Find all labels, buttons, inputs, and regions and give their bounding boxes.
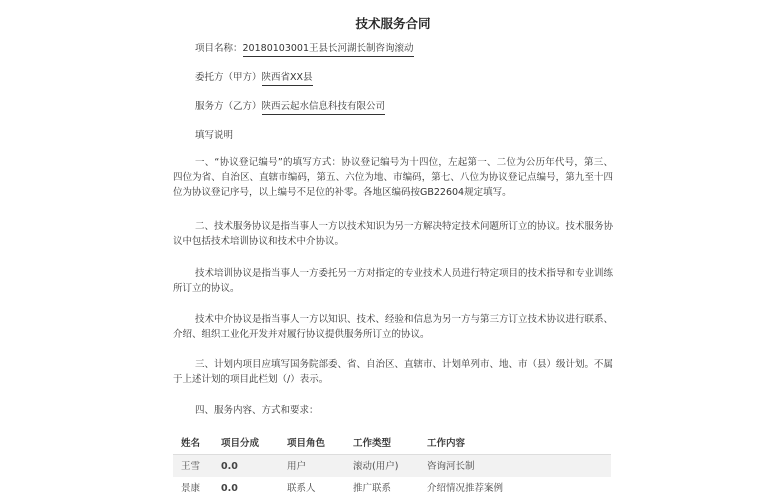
cell-role: 用户	[279, 455, 345, 478]
column-header-role: 项目角色	[279, 432, 345, 455]
cell-name: 王雪	[173, 455, 213, 478]
column-header-name: 姓名	[173, 432, 213, 455]
column-header-work-content: 工作内容	[419, 432, 611, 455]
service-party-field	[195, 99, 385, 114]
cell-work-content: 介绍情况推荐案例	[427, 482, 504, 494]
cell-work-type: 推广联系	[353, 482, 392, 494]
paragraph-service-agreement: 二、技术服务协议是指当事人一方以技术知识为另一方解决特定技术问题所订立的协议。技术服务协议中包括技术培训协议和技术中介协议。	[173, 221, 614, 247]
service-table	[173, 432, 611, 499]
cell-share: 0.0	[221, 482, 238, 494]
cell-work-type: 滚动(用户)	[345, 455, 419, 478]
paragraph-planned-projects: 三、计划内项目应填写国务院部委、省、自治区、直辖市、计划单列市、地、市（县）级计划。不属于上述计划的项目此栏划（/）表示。	[173, 359, 614, 385]
client-party-label: 委托方（甲方）	[195, 72, 262, 83]
service-party-value: 陕西云起水信息科技有限公司	[262, 101, 386, 115]
table-row	[173, 455, 611, 478]
cell-role: 联系人	[287, 482, 316, 494]
paragraph-intermediary-agreement: 技术中介协议是指当事人一方以知识、技术、经验和信息为另一方与第三方订立技术协议进行联系、介绍、组织工业化开发并对履行协议提供服务所订立的协议。	[173, 314, 614, 340]
paragraph-service-content: 四、服务内容、方式和要求：	[195, 405, 319, 416]
client-party-field	[195, 70, 313, 85]
project-name-field	[195, 41, 414, 56]
instructions-heading: 填写说明	[195, 130, 234, 141]
table-row	[173, 477, 611, 499]
client-party-value: 陕西省XX县	[262, 72, 313, 86]
service-party-label: 服务方（乙方）	[195, 101, 262, 112]
project-name-value: 20180103001王县长河湖长制咨询滚动	[243, 43, 414, 57]
project-name-label: 项目名称：	[195, 43, 243, 54]
document-title: 技术服务合同	[355, 16, 431, 31]
cell-name: 景康	[181, 482, 201, 494]
column-header-work-type: 工作类型	[345, 432, 419, 455]
paragraph-registration-number: 一、“协议登记编号”的填写方式：协议登记编号为十四位，左起第一、二位为公历年代号，第三、四位为省、自治区、直辖市编码，第五、六位为地、市编码，第七、八位为协议登记点编号，第九至十四位为协议登记序号，以上编号不足位的补零。各地区编码按GB22604规定填写。	[173, 157, 613, 198]
cell-work-content: 咨询河长制	[419, 455, 611, 478]
table-header-row	[173, 432, 611, 455]
paragraph-training-agreement: 技术培训协议是指当事人一方委托另一方对指定的专业技术人员进行特定项目的技术指导和专业训练所订立的协议。	[173, 268, 614, 294]
cell-share: 0.0	[213, 455, 279, 478]
column-header-share: 项目分成	[213, 432, 279, 455]
